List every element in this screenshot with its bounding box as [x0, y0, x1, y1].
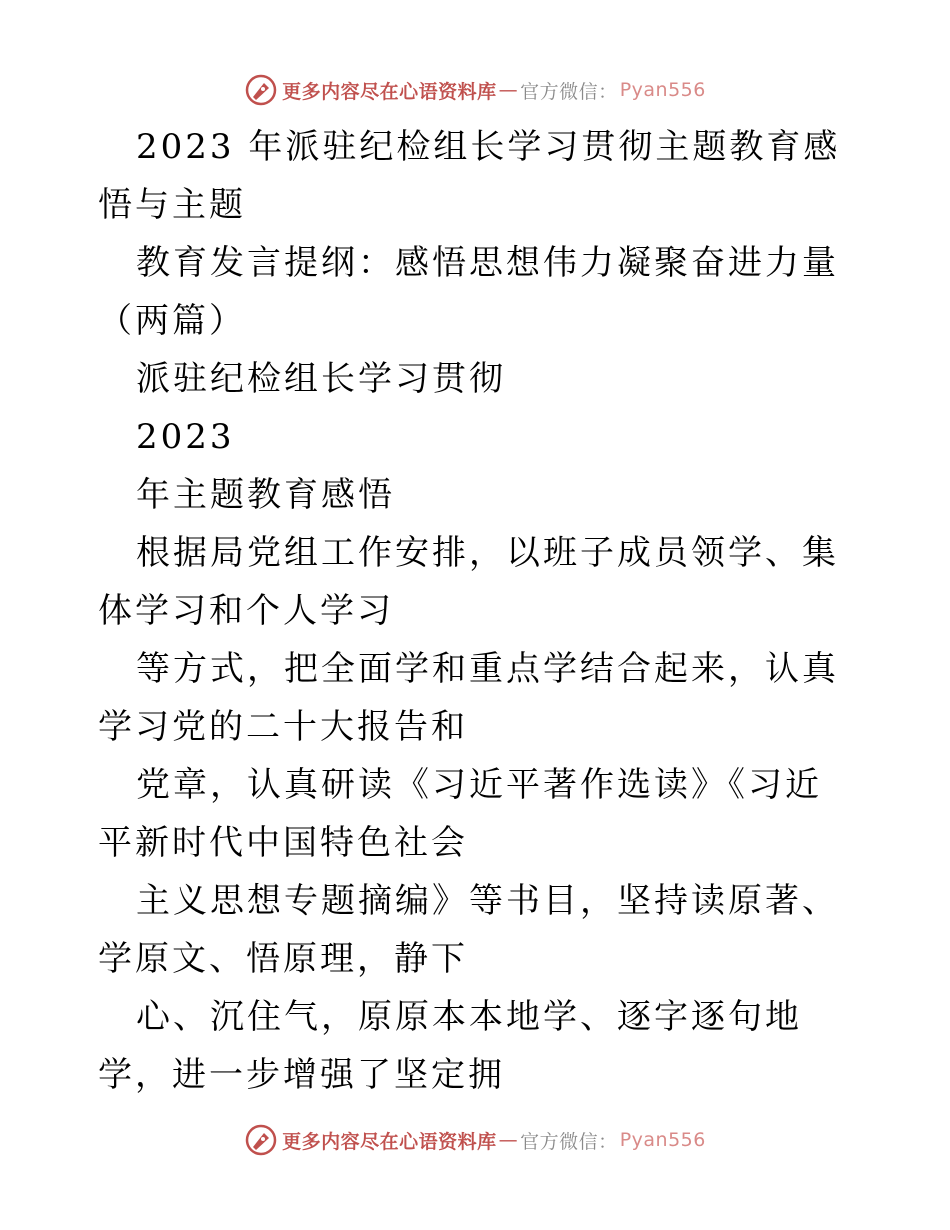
paragraph-title-1: 2023 年派驻纪检组长学习贯彻主题教育感悟与主题 [98, 127, 841, 225]
paragraph-subtitle-1: 派驻纪检组长学习贯彻 [136, 359, 506, 399]
watermark-wechat-label: 官方微信： [520, 1130, 618, 1153]
pen-nib-logo-icon [244, 1123, 278, 1157]
watermark-brand: 更多内容尽在心语资料库 [282, 1130, 497, 1153]
watermark-wechat-label: 官方微信： [520, 80, 618, 103]
paragraph-body-1: 根据局党组工作安排，以班子成员领学、集体学习和个人学习 [98, 533, 839, 631]
paragraph-subtitle-year: 2023 [136, 417, 235, 457]
watermark-separator: — [498, 79, 519, 101]
paragraph-subtitle-2: 年主题教育感悟 [136, 475, 395, 515]
document-body [98, 118, 858, 1104]
watermark-wechat-id: Pyan556 [619, 79, 706, 101]
watermark-banner-bottom [0, 1118, 950, 1162]
paragraph-title-2: 教育发言提纲：感悟思想伟力凝聚奋进力量（两篇） [98, 243, 839, 341]
watermark-banner-top [0, 68, 950, 112]
paragraph-body-3: 党章，认真研读《习近平著作选读》《习近平新时代中国特色社会 [98, 765, 822, 863]
watermark-separator: — [498, 1129, 519, 1151]
pen-nib-logo-icon [244, 73, 278, 107]
paragraph-body-4: 主义思想专题摘编》等书目，坚持读原著、学原文、悟原理，静下 [98, 881, 839, 979]
paragraph-body-2: 等方式，把全面学和重点学结合起来，认真学习党的二十大报告和 [98, 649, 839, 747]
paragraph-body-5: 心、沉住气，原原本本地学、逐字逐句地学，进一步增强了坚定拥 [98, 997, 802, 1095]
watermark-wechat-id: Pyan556 [619, 1129, 706, 1151]
watermark-brand: 更多内容尽在心语资料库 [282, 80, 497, 103]
